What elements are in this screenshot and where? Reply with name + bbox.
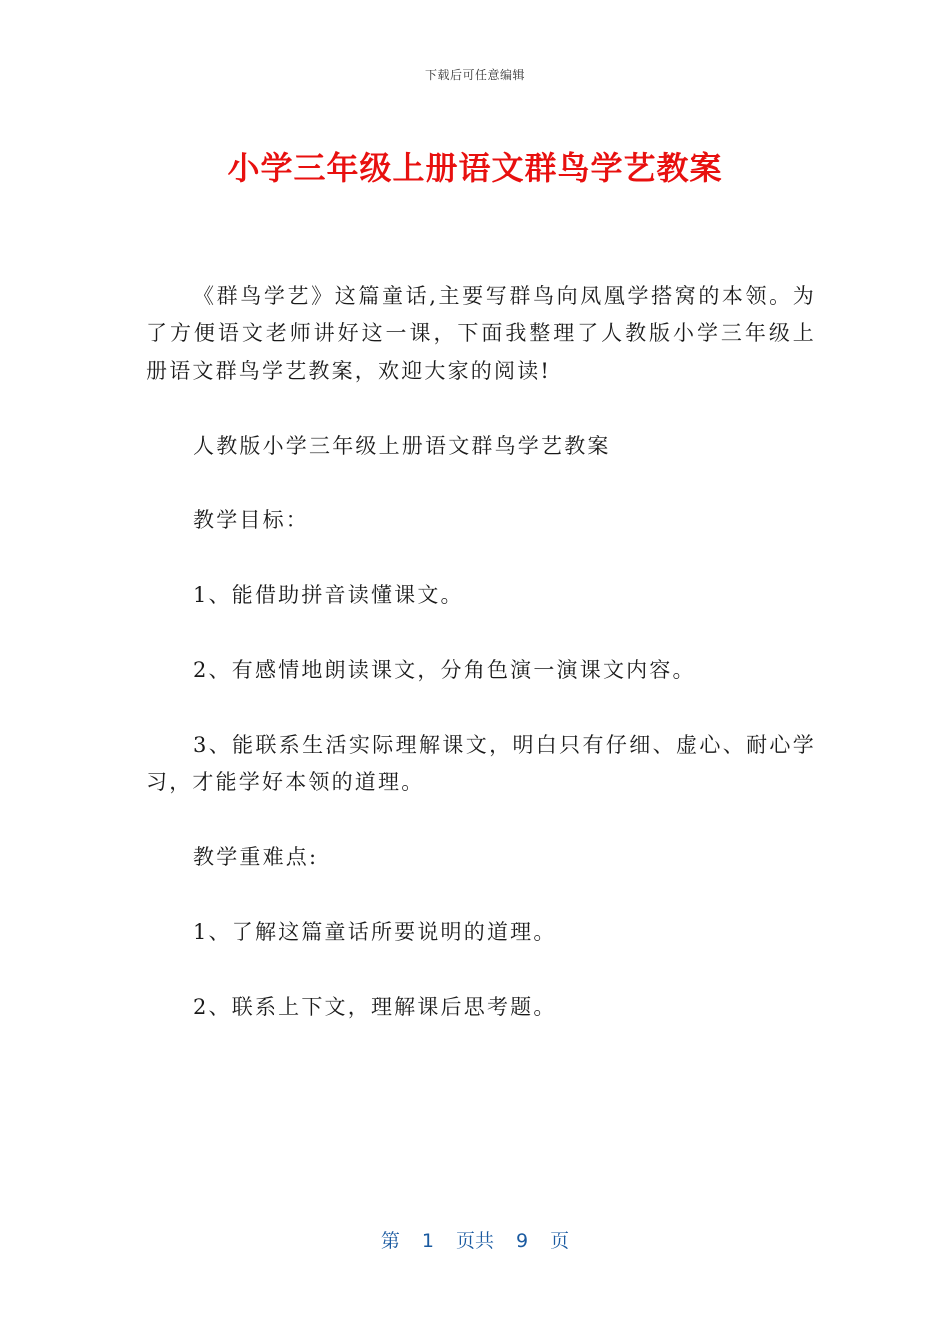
document-body xyxy=(146,278,816,1063)
paragraph-subtitle: 人教版小学三年级上册语文群鸟学艺教案 xyxy=(193,433,611,458)
paragraph-intro: 《群鸟学艺》这篇童话,主要写群鸟向凤凰学搭窝的本领。为了方便语文老师讲好这一课，下面我整理了人教版小学三年级上册语文群鸟学艺教案，欢迎大家的阅读! xyxy=(146,284,816,383)
paragraph-goals-heading: 教学目标： xyxy=(193,508,309,533)
paragraph-goal-1: 1、能借助拼音读懂课文。 xyxy=(193,583,464,608)
paragraph-goal-3: 3、能联系生活实际理解课文，明白只有仔细、虚心、耐心学习，才能学好本领的道理。 xyxy=(146,732,816,795)
page-footer xyxy=(0,1226,950,1253)
header-note: 下载后可任意编辑 xyxy=(424,68,525,82)
paragraph-key-point-1: 1、了解这篇童话所要说明的道理。 xyxy=(193,919,557,944)
paragraph-key-point-2: 2、联系上下文，理解课后思考题。 xyxy=(193,994,557,1019)
page-suffix: 页 xyxy=(550,1230,570,1252)
paragraph-key-points-heading: 教学重难点: xyxy=(193,845,319,869)
document-title: 小学三年级上册语文群鸟学艺教案 xyxy=(227,149,723,187)
page-total: 9 xyxy=(516,1230,529,1252)
paragraph-goal-2: 2、有感情地朗读课文，分角色演一演课文内容。 xyxy=(193,658,696,682)
page-number: 1 xyxy=(421,1230,434,1252)
page-prefix: 第 xyxy=(380,1230,400,1252)
page-middle: 页共 xyxy=(455,1230,494,1252)
